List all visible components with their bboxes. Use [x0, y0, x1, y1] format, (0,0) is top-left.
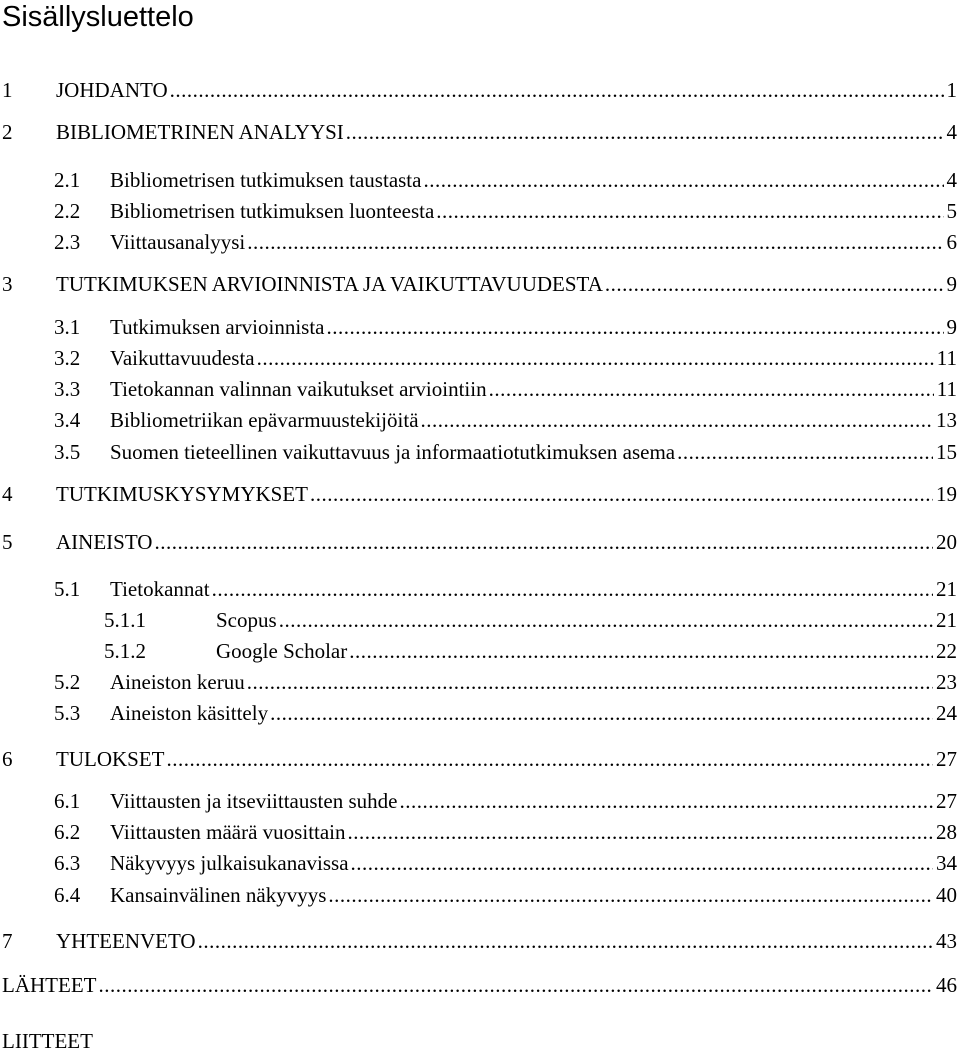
toc-entry-page-number: 27	[936, 789, 957, 813]
dot-leader	[247, 228, 943, 256]
toc-entry[interactable]	[0, 818, 960, 846]
toc-entry-number: 4	[2, 482, 13, 506]
toc-entry-title: Bibliometrisen tutkimuksen luonteesta	[110, 199, 435, 223]
dot-leader	[328, 881, 933, 909]
dot-leader	[349, 637, 933, 665]
toc-entry-number: 1	[2, 78, 13, 102]
toc-entry[interactable]	[0, 270, 960, 298]
toc-entry-number: 5	[2, 530, 13, 554]
toc-entry-number: 3	[2, 272, 13, 296]
toc-entry-number: 2.3	[54, 230, 81, 254]
toc-entry-page-number: 11	[936, 346, 957, 370]
toc-entry[interactable]	[0, 118, 960, 146]
toc-entry[interactable]	[0, 528, 960, 556]
toc-entry[interactable]	[0, 881, 960, 909]
toc-entry[interactable]	[0, 76, 960, 104]
toc-entry-number: 6	[2, 747, 13, 771]
toc-entry-number: 2.2	[54, 199, 81, 223]
toc-entry-number: 5.1.2	[104, 639, 146, 663]
toc-entry[interactable]	[0, 575, 960, 603]
toc-entry-page-number: 11	[936, 377, 957, 401]
toc-entry-number: 3.1	[54, 315, 81, 339]
toc-entry[interactable]	[0, 166, 960, 194]
toc-entry-number: 5.1	[54, 577, 81, 601]
toc-entry-title: YHTEENVETO	[56, 929, 196, 953]
dot-leader	[605, 270, 944, 298]
toc-entry-page-number: 15	[936, 440, 957, 464]
toc-entry-page-number: 40	[936, 883, 957, 907]
toc-entry[interactable]	[0, 971, 960, 999]
dot-leader	[421, 406, 933, 434]
toc-entry-number: 6.1	[54, 789, 81, 813]
toc-entry-title: Google Scholar	[216, 639, 348, 663]
dot-leader	[167, 745, 934, 773]
toc-entry[interactable]	[0, 313, 960, 341]
toc-entry-title: Vaikuttavuudesta	[110, 346, 255, 370]
toc-entry-page-number: 4	[946, 168, 957, 192]
toc-entry-page-number: 43	[936, 929, 957, 953]
toc-entry-title: Aineiston käsittely	[110, 701, 269, 725]
toc-entry[interactable]	[0, 927, 960, 955]
toc-entry[interactable]	[0, 849, 960, 877]
toc-entry[interactable]	[0, 606, 960, 634]
toc-entry-page-number: 13	[936, 408, 957, 432]
toc-entry-title: Aineiston keruu	[110, 670, 245, 694]
toc-entry[interactable]	[0, 344, 960, 372]
toc-entry[interactable]	[0, 197, 960, 225]
appendices-heading: LIITTEET	[2, 1029, 93, 1053]
toc-entry-title: AINEISTO	[56, 530, 153, 554]
dot-leader	[399, 787, 933, 815]
dot-leader	[98, 971, 933, 999]
toc-entry-page-number: 9	[946, 272, 957, 296]
toc-entry-number: 7	[2, 929, 13, 953]
dot-leader	[257, 344, 934, 372]
toc-entry[interactable]	[0, 375, 960, 403]
dot-leader	[677, 438, 933, 466]
toc-entry-number: 2	[2, 120, 13, 144]
dot-leader	[346, 118, 944, 146]
toc-entry-title: Bibliometriikan epävarmuustekijöitä	[110, 408, 419, 432]
toc-entry[interactable]	[0, 228, 960, 256]
toc-entry-page-number: 1	[946, 78, 957, 102]
toc-entry-page-number: 27	[936, 747, 957, 771]
toc-entry-number: 3.5	[54, 440, 81, 464]
dot-leader	[247, 668, 933, 696]
toc-entry[interactable]	[0, 699, 960, 727]
toc-entry-page-number: 6	[946, 230, 957, 254]
toc-entry-number: 3.3	[54, 377, 81, 401]
toc-entry-page-number: 21	[936, 577, 957, 601]
toc-entry-page-number: 46	[936, 973, 957, 997]
toc-entry-title: Bibliometrisen tutkimuksen taustasta	[110, 168, 422, 192]
toc-entry-number: 6.3	[54, 851, 81, 875]
dot-leader	[326, 313, 943, 341]
toc-entry-title: TUTKIMUSKYSYMYKSET	[56, 482, 309, 506]
toc-entry-page-number: 5	[946, 199, 957, 223]
dot-leader	[436, 197, 943, 225]
toc-entry-title: LÄHTEET	[2, 973, 97, 997]
toc-entry-number: 2.1	[54, 168, 81, 192]
toc-entry-page-number: 4	[946, 120, 957, 144]
toc-entry-number: 6.4	[54, 883, 81, 907]
toc-entry-title: JOHDANTO	[56, 78, 168, 102]
toc-entry[interactable]	[0, 637, 960, 665]
dot-leader	[170, 76, 944, 104]
toc-entry-title: Scopus	[216, 608, 277, 632]
dot-leader	[279, 606, 933, 634]
dot-leader	[310, 480, 933, 508]
toc-entry-title: Kansainvälinen näkyvyys	[110, 883, 327, 907]
toc-entry-page-number: 24	[936, 701, 957, 725]
toc-entry-title: Näkyvyys julkaisukanavissa	[110, 851, 349, 875]
toc-entry-page-number: 23	[936, 670, 957, 694]
toc-entry[interactable]	[0, 787, 960, 815]
toc-entry-number: 5.2	[54, 670, 81, 694]
toc-entry-title: Tietokannat	[110, 577, 210, 601]
dot-leader	[198, 927, 933, 955]
toc-entry[interactable]	[0, 745, 960, 773]
toc-entry-number: 5.1.1	[104, 608, 146, 632]
dot-leader	[348, 818, 933, 846]
toc-entry-title: Viittausten ja itseviittausten suhde	[110, 789, 398, 813]
toc-entry-page-number: 22	[936, 639, 957, 663]
toc-entry-number: 5.3	[54, 701, 81, 725]
toc-entry-page-number: 19	[936, 482, 957, 506]
toc-entry-number: 6.2	[54, 820, 81, 844]
toc-entry[interactable]	[0, 480, 960, 508]
dot-leader	[212, 575, 933, 603]
dot-leader	[351, 849, 933, 877]
toc-entry-page-number: 9	[946, 315, 957, 339]
dot-leader	[489, 375, 934, 403]
dot-leader	[423, 166, 943, 194]
toc-entry-number: 3.2	[54, 346, 81, 370]
toc-entry[interactable]	[0, 406, 960, 434]
toc-entry-title: Suomen tieteellinen vaikuttavuus ja informaatiotutkimuksen asema	[110, 440, 676, 464]
toc-entry-page-number: 20	[936, 530, 957, 554]
toc-entry-page-number: 28	[936, 820, 957, 844]
page-title: Sisällysluettelo	[2, 1, 194, 33]
toc-entry-page-number: 34	[936, 851, 957, 875]
dot-leader	[154, 528, 933, 556]
toc-entry[interactable]	[0, 668, 960, 696]
dot-leader	[270, 699, 933, 727]
toc-entry-number: 3.4	[54, 408, 81, 432]
toc-entry-title: TUTKIMUKSEN ARVIOINNISTA JA VAIKUTTAVUUDESTA	[56, 272, 603, 296]
toc-entry[interactable]	[0, 438, 960, 466]
toc-entry-title: Tutkimuksen arvioinnista	[110, 315, 325, 339]
toc-entry-title: Tietokannan valinnan vaikutukset arviointiin	[110, 377, 487, 401]
toc-entry-title: Viittausanalyysi	[110, 230, 246, 254]
toc-entry-page-number: 21	[936, 608, 957, 632]
toc-entry-title: BIBLIOMETRINEN ANALYYSI	[56, 120, 344, 144]
toc-entry-title: Viittausten määrä vuosittain	[110, 820, 346, 844]
toc-entry-title: TULOKSET	[56, 747, 165, 771]
